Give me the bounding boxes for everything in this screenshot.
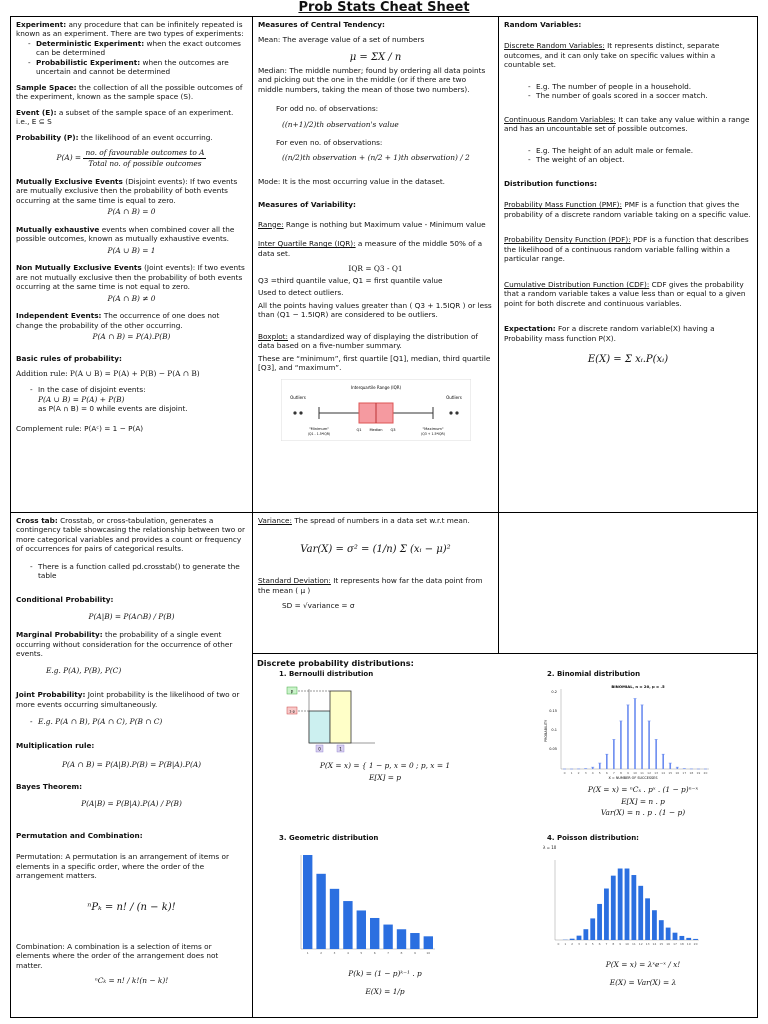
poisson-bar bbox=[570, 939, 575, 940]
binomial-x-tick: 9 bbox=[626, 771, 629, 776]
mutually-exhaustive-formula: P(A ∪ B) = 1 bbox=[107, 245, 156, 255]
expectation-formula: E(X) = Σ xᵢ.P(xᵢ) bbox=[587, 354, 669, 366]
expectation-heading: Expectation: bbox=[504, 324, 556, 334]
pdf-text: PDF is a function that describes the likelihood of a continuous random variable falling within a particular range. bbox=[504, 235, 749, 264]
bayes-theorem-heading: Bayes Theorem: bbox=[16, 781, 83, 791]
binomial-x-tick: 3 bbox=[584, 771, 587, 776]
odd-observations-text: For odd no. of observations: bbox=[276, 104, 379, 114]
random-variables-heading: Random Variables: bbox=[504, 20, 582, 29]
outlier-point bbox=[449, 411, 452, 414]
bernoulli-q-label: 1-p bbox=[289, 709, 295, 714]
bernoulli-x1-label: 1 bbox=[339, 746, 342, 752]
binomial-x-tick: 7 bbox=[612, 771, 615, 776]
poisson-bar bbox=[604, 889, 609, 940]
poisson-x-tick: 11 bbox=[631, 942, 636, 947]
geometric-bar bbox=[343, 901, 352, 949]
variance-heading: Variance: bbox=[258, 516, 292, 525]
mutually-exhaustive-text: events when combined cover all the possible outcomes, known as mutually exhaustive events. bbox=[16, 224, 235, 244]
geometric-title: 3. Geometric distribution bbox=[279, 834, 379, 842]
binomial-y-label: PROBABILITY bbox=[544, 720, 548, 743]
poisson-bar bbox=[652, 911, 657, 941]
binomial-x-tick: 12 bbox=[647, 771, 652, 776]
distribution-functions-heading: Distribution functions: bbox=[504, 178, 597, 188]
binomial-chart bbox=[543, 681, 713, 781]
bayes-theorem-formula: P(A|B) = P(B|A).P(A) / P(B) bbox=[81, 799, 182, 809]
poisson-x-tick: 13 bbox=[645, 942, 650, 947]
poisson-bar bbox=[577, 936, 582, 940]
poisson-x-tick: 1 bbox=[564, 942, 567, 947]
bernoulli-bar-1 bbox=[330, 691, 351, 743]
independent-heading: Independent Events: bbox=[16, 311, 102, 321]
geometric-bar bbox=[397, 929, 406, 949]
boxplot-min-label: "Minimum" bbox=[308, 426, 329, 431]
marginal-probability-example: E.g. P(A), P(B), P(C) bbox=[46, 666, 122, 676]
binomial-chart-title: BINOMIAL, n = 20, p = .5 bbox=[611, 684, 665, 690]
cdf-text: CDF gives the probability that a random variable takes a value less than or equal to a given point for both discrete and continuous variables. bbox=[504, 279, 746, 308]
binomial-x-tick: 15 bbox=[668, 771, 673, 776]
joint-probability-example: - E.g. P(A ∩ B), P(A ∩ C), P(B ∩ C) bbox=[30, 717, 247, 727]
non-mutually-exclusive-text: (Joint events): If two events are not mutually exclusive then the probability of both events occurring at the same time is not equal to zero. bbox=[16, 263, 245, 292]
experiment-text: any procedure that can be infinitely repeated is known as an experiment. There are two types of experiments: bbox=[16, 20, 244, 39]
poisson-x-tick: 4 bbox=[584, 942, 587, 947]
bernoulli-p-label: p bbox=[290, 688, 294, 694]
binomial-x-tick: 4 bbox=[591, 771, 594, 776]
binomial-x-tick: 18 bbox=[689, 771, 694, 776]
deterministic-text: when the exact outcomes can be determined bbox=[36, 38, 241, 58]
poisson-x-tick: 8 bbox=[612, 942, 615, 947]
boxplot-q1-label: Q1 bbox=[355, 427, 362, 432]
continuous-rv-text: It can take any value within a range and has an uncountable set of possible outcomes. bbox=[504, 114, 750, 134]
poisson-x-tick: 7 bbox=[605, 942, 608, 947]
poisson-x-tick: 12 bbox=[638, 942, 643, 947]
combination-formula: ⁿCₖ = n! / k!(n − k)! bbox=[94, 976, 169, 986]
independent-text: The occurrence of one does not change the probability of the other occurring. bbox=[16, 311, 220, 330]
probability-formula bbox=[16, 148, 247, 168]
variance-text: The spread of numbers in a data set w.r.t mean. bbox=[294, 516, 470, 525]
probability-numerator: no. of favourable outcomes to A bbox=[85, 148, 205, 158]
iqr-heading: Inter Quartile Range (IQR): bbox=[258, 239, 356, 249]
poisson-x-tick: 6 bbox=[598, 942, 601, 947]
discrete-rv-text: It represents distinct, separate outcomes, and it can only take on specific values within a countable set. bbox=[504, 41, 720, 70]
poisson-bar bbox=[673, 933, 678, 940]
sample-space-heading: Sample Space: bbox=[16, 82, 77, 92]
geometric-pmf-formula: P(k) = (1 − p)ᵏ⁻¹ . p bbox=[348, 969, 422, 979]
binomial-x-tick: 2 bbox=[577, 771, 580, 776]
poisson-bar bbox=[666, 928, 671, 940]
permutation-text: Permutation: A permutation is an arrangement of items or elements in a specific order, where the order of the arrangement matters. bbox=[16, 852, 229, 881]
independent-formula: P(A ∩ B) = P(A).P(B) bbox=[92, 332, 171, 342]
poisson-bar bbox=[659, 920, 664, 940]
std-dev-heading: Standard Deviation: bbox=[258, 576, 331, 586]
geometric-bar bbox=[410, 933, 419, 949]
poisson-bar bbox=[686, 938, 691, 940]
bernoulli-section bbox=[265, 668, 505, 784]
geometric-x-tick: 10 bbox=[426, 951, 431, 956]
geometric-x-tick: 6 bbox=[373, 951, 376, 956]
empty-panel bbox=[498, 512, 758, 654]
poisson-bar bbox=[583, 929, 588, 940]
binomial-y-tick: 0.1 bbox=[551, 728, 557, 733]
binomial-x-tick: 1 bbox=[570, 771, 573, 776]
poisson-pmf-formula: P(X = x) = λˣe⁻ˣ / x! bbox=[605, 960, 681, 970]
distributions-heading: Discrete probability distributions: bbox=[257, 658, 414, 668]
binomial-x-label: X = NUMBER OF SUCCESSES bbox=[608, 776, 658, 781]
iqr-text: a measure of the middle 50% of a data set. bbox=[258, 239, 483, 258]
cdf-heading: Cumulative Distribution Function (CDF): bbox=[504, 279, 650, 289]
binomial-title: 2. Binomial distribution bbox=[547, 670, 641, 678]
pdf-heading: Probability Density Function (PDF): bbox=[504, 235, 631, 245]
probabilistic-text: when the outcomes are uncertain and cannot be determined bbox=[36, 57, 229, 77]
poisson-bar bbox=[590, 919, 595, 941]
boxplot-text-2: These are “minimum”, first quartile [Q1], median, third quartile [Q3], and “maximum”. bbox=[258, 353, 491, 373]
poisson-bar bbox=[611, 876, 616, 940]
conditional-panel bbox=[10, 512, 253, 1018]
mode-text: Mode: It is the most occurring value in the dataset. bbox=[258, 176, 446, 186]
mutually-exhaustive-heading: Mutually exhaustive bbox=[16, 224, 100, 234]
joint-probability-text: Joint probability is the likelihood of two or more events occurring simultaneously. bbox=[16, 690, 240, 709]
multiplication-rule-heading: Multiplication rule: bbox=[16, 740, 95, 750]
continuous-rv-example-2: - The weight of an object. bbox=[528, 155, 752, 164]
std-dev-formula: SD = √variance = σ bbox=[282, 601, 355, 611]
boxplot-q3-label: Q3 bbox=[389, 427, 396, 432]
poisson-bar bbox=[631, 875, 636, 940]
geometric-bar bbox=[330, 889, 339, 949]
conditional-probability-formula: P(A|B) = P(A∩B) / P(B) bbox=[88, 612, 175, 622]
iqr-formula: IQR = Q3 - Q1 bbox=[348, 264, 403, 274]
boxplot-max-label: "Maximum" bbox=[421, 426, 444, 431]
poisson-chart bbox=[543, 850, 703, 950]
permutation-formula: ⁿPₖ = n! / (n − k)! bbox=[87, 901, 176, 913]
binomial-section bbox=[533, 668, 753, 820]
geometric-x-tick: 1 bbox=[306, 951, 309, 956]
permutation-combination-heading: Permutation and Combination: bbox=[16, 830, 143, 840]
poisson-section bbox=[533, 832, 753, 990]
crosstab-heading: Cross tab: bbox=[16, 516, 58, 525]
poisson-x-tick: 19 bbox=[686, 942, 691, 947]
bernoulli-x0-label: 0 bbox=[318, 746, 321, 752]
mutually-exclusive-formula: P(A ∩ B) = 0 bbox=[107, 207, 156, 217]
even-observations-text: For even no. of observations: bbox=[276, 137, 383, 147]
geometric-bar bbox=[316, 874, 325, 949]
binomial-x-tick: 0 bbox=[563, 771, 566, 776]
poisson-bar bbox=[638, 886, 643, 940]
bernoulli-title: 1. Bernoulli distribution bbox=[279, 670, 374, 678]
distributions-panel bbox=[252, 653, 758, 1018]
deterministic-heading: Deterministic Experiment: bbox=[36, 38, 145, 48]
binomial-expectation-formula: E[X] = n . p bbox=[621, 796, 665, 806]
bernoulli-pmf-formula: P(X = x) = { 1 − p, x = 0 ; p, x = 1 bbox=[319, 761, 451, 771]
poisson-x-tick: 14 bbox=[652, 942, 657, 947]
boxplot-diagram bbox=[281, 379, 471, 441]
geometric-bar bbox=[303, 855, 312, 949]
geometric-x-tick: 3 bbox=[333, 951, 336, 956]
poisson-bar bbox=[693, 939, 698, 940]
poisson-x-tick: 3 bbox=[578, 942, 580, 947]
geometric-bar bbox=[370, 918, 379, 949]
poisson-x-tick: 5 bbox=[591, 942, 594, 947]
boxplot-iqr-label: Interquartile Range (IQR) bbox=[350, 384, 401, 390]
binomial-x-tick: 11 bbox=[640, 771, 644, 776]
page-title: Prob Stats Cheat Sheet bbox=[298, 0, 470, 15]
poisson-x-tick: 10 bbox=[625, 942, 629, 947]
poisson-x-tick: 20 bbox=[693, 942, 698, 947]
poisson-x-tick: 16 bbox=[666, 942, 671, 947]
central-tendency-panel bbox=[252, 16, 499, 513]
poisson-x-tick: 0 bbox=[557, 942, 560, 947]
binomial-x-tick: 20 bbox=[703, 771, 708, 776]
boxplot-outliers-left-label: Outliers bbox=[289, 394, 306, 400]
binomial-x-tick: 13 bbox=[654, 771, 659, 776]
experiment-heading: Experiment: bbox=[16, 20, 67, 29]
boxplot-median-label: Median bbox=[368, 427, 383, 432]
discrete-rv-example-2: - The number of goals scored in a soccer match. bbox=[528, 91, 752, 100]
continuous-rv-example-1: - E.g. The height of an adult male or female. bbox=[528, 146, 752, 155]
geometric-x-tick: 2 bbox=[320, 951, 323, 956]
probability-heading: Probability (P): bbox=[16, 132, 79, 142]
outlier-rule-text: All the points having values greater than ( Q3 + 1.5IQR ) or less than (Q1 − 1.5IQR) are considered to be outliers. bbox=[258, 300, 492, 320]
geometric-bar bbox=[357, 911, 366, 950]
outlier-point bbox=[293, 411, 296, 414]
mutually-exclusive-heading: Mutually Exclusive Events bbox=[16, 176, 123, 186]
poisson-x-tick: 15 bbox=[659, 942, 664, 947]
binomial-x-tick: 16 bbox=[675, 771, 680, 776]
discrete-rv-heading: Discrete Random Variables: bbox=[504, 41, 605, 51]
poisson-expectation-formula: E(X) = Var(X) = λ bbox=[609, 977, 677, 987]
probabilistic-heading: Probabilistic Experiment: bbox=[36, 57, 141, 67]
marginal-probability-text: the probability of a single event occurring without consideration for the occurrence of other events. bbox=[16, 630, 233, 658]
outlier-text: Used to detect outliers. bbox=[258, 288, 344, 298]
crosstab-bullet: - There is a function called pd.crosstab() to generate the table bbox=[30, 562, 247, 581]
mutually-exclusive-text: (Disjoint events): If two events are mutually exclusive then the probability of both events occurring at the same time is equal to zero. bbox=[16, 176, 238, 205]
std-dev-text: It represents how far the data point from the mean ( μ ) bbox=[258, 576, 483, 595]
addition-rule: Addition rule: P(A ∪ B) = P(A) + P(B) − P(A ∩ B) bbox=[16, 369, 200, 379]
complement-rule: Complement rule: P(Aᶜ) = 1 − P(A) bbox=[16, 423, 144, 433]
geometric-x-tick: 5 bbox=[360, 951, 363, 956]
even-observations-formula: ((n/2)th observation + (n/2 + 1)th observation) / 2 bbox=[282, 153, 470, 163]
discrete-rv-example-1: - E.g. The number of people in a household. bbox=[528, 82, 752, 91]
binomial-x-tick: 8 bbox=[619, 771, 622, 776]
continuous-rv-heading: Continuous Random Variables: bbox=[504, 114, 616, 124]
probability-formula-lhs: P(A) = bbox=[56, 153, 82, 163]
non-mutually-exclusive-heading: Non Mutually Exclusive Events bbox=[16, 263, 142, 273]
odd-observations-formula: ((n+1)/2)th observation's value bbox=[282, 119, 399, 129]
geometric-x-tick: 7 bbox=[387, 951, 390, 956]
mean-text: Mean: The average value of a set of numbers bbox=[258, 35, 425, 45]
poisson-bar bbox=[645, 899, 650, 941]
expectation-text: For a discrete random variable(X) having a Probability mass function P(X). bbox=[504, 324, 715, 343]
disjoint-case-text: In the case of disjoint events: bbox=[38, 385, 146, 395]
boxplot-max-sub: (Q3 + 1.5*IQR) bbox=[420, 431, 445, 436]
binomial-x-tick: 5 bbox=[598, 771, 601, 776]
poisson-bar bbox=[679, 936, 684, 940]
basic-rules-heading: Basic rules of probability: bbox=[16, 353, 122, 363]
poisson-x-tick: 17 bbox=[673, 942, 677, 947]
poisson-bar bbox=[625, 869, 630, 940]
variance-panel bbox=[252, 512, 499, 654]
bernoulli-bar-0 bbox=[309, 711, 330, 743]
binomial-variance-formula: Var(X) = n . p . (1 − p) bbox=[600, 808, 686, 818]
variability-heading: Measures of Variability: bbox=[258, 200, 356, 210]
median-text: Median: The middle number; found by ordering all data points and picking out the one in the middle (or if there are two middle numbers, taking the mean of those two numbers). bbox=[258, 65, 486, 94]
range-text: Range is nothing but Maximum value - Minimum value bbox=[285, 219, 486, 229]
pmf-heading: Probability Mass Function (PMF): bbox=[504, 200, 622, 210]
sample-space-text: the collection of all the possible outcomes of the experiment, known as the sample space (S). bbox=[16, 82, 243, 102]
geometric-x-tick: 9 bbox=[413, 951, 416, 956]
mean-formula: μ = ΣX / n bbox=[349, 51, 402, 63]
poisson-x-tick: 18 bbox=[679, 942, 684, 947]
poisson-x-tick: 2 bbox=[571, 942, 574, 947]
binomial-y-tick: 0.2 bbox=[551, 690, 557, 695]
range-heading: Range: bbox=[258, 219, 284, 229]
boxplot-outliers-right-label: Outliers bbox=[445, 394, 462, 400]
disjoint-case-note: as P(A ∩ B) = 0 while events are disjoint. bbox=[38, 404, 188, 414]
bernoulli-chart bbox=[285, 681, 395, 753]
geometric-expectation-formula: E(X) = 1/p bbox=[365, 986, 405, 996]
probability-text: the likelihood of an event occurring. bbox=[80, 132, 213, 142]
disjoint-case-formula: P(A ∪ B) = P(A) + P(B) bbox=[38, 394, 125, 404]
geometric-bar bbox=[383, 925, 392, 949]
central-tendency-heading: Measures of Central Tendency: bbox=[258, 20, 385, 29]
pmf-text: PMF is a function that gives the probability of a discrete random variable taking on a specific value. bbox=[504, 200, 751, 219]
binomial-x-tick: 6 bbox=[605, 771, 608, 776]
crosstab-text: Crosstab, or cross-tabulation, generates a contingency table showcasing the relationship between two or more categorical variables and provides a count or frequency of occurrences for pairs of categorical results. bbox=[16, 516, 246, 554]
poisson-title: 4. Poisson distribution: bbox=[547, 834, 639, 842]
geometric-x-tick: 4 bbox=[346, 951, 349, 956]
event-text: a subset of the sample space of an experiment. i.e., E ⊆ S bbox=[16, 107, 234, 127]
boxplot-heading: Boxplot: bbox=[258, 331, 289, 341]
joint-probability-heading: Joint Probability: bbox=[16, 690, 86, 700]
outlier-point bbox=[299, 411, 302, 414]
poisson-bar bbox=[618, 869, 623, 940]
geometric-section bbox=[265, 832, 505, 998]
binomial-x-tick: 14 bbox=[661, 771, 666, 776]
multiplication-rule-formula: P(A ∩ B) = P(A|B).P(B) = P(B|A).P(A) bbox=[61, 760, 202, 770]
binomial-x-tick: 10 bbox=[633, 771, 637, 776]
combination-text: Combination: A combination is a selection of items or elements where the order of the arrangement does not matter. bbox=[16, 941, 219, 970]
variance-formula: Var(X) = σ² = (1/n) Σ (xᵢ − μ)² bbox=[300, 544, 451, 556]
geometric-x-tick: 8 bbox=[400, 951, 403, 956]
poisson-x-tick: 9 bbox=[619, 942, 622, 947]
binomial-y-tick: 0.05 bbox=[549, 747, 557, 752]
poisson-bar bbox=[597, 904, 602, 940]
poisson-lambda: λ = 10 bbox=[543, 845, 557, 851]
binomial-x-tick: 17 bbox=[682, 771, 687, 776]
quantile-text: Q3 =third quantile value, Q1 = first quantile value bbox=[258, 275, 443, 285]
outlier-point bbox=[455, 411, 458, 414]
random-variables-panel bbox=[498, 16, 758, 513]
marginal-probability-heading: Marginal Probability: bbox=[16, 630, 103, 640]
boxplot-text: a standardized way of displaying the distribution of data based on a five-number summary. bbox=[258, 331, 478, 351]
basics-panel bbox=[10, 16, 253, 513]
probability-denominator: Total no. of possible outcomes bbox=[88, 158, 202, 168]
binomial-y-tick: 0.15 bbox=[549, 709, 557, 714]
conditional-probability-heading: Conditional Probability: bbox=[16, 594, 114, 604]
boxplot-min-sub: (Q1 - 1.5*IQR) bbox=[307, 431, 330, 436]
geometric-chart bbox=[289, 849, 439, 959]
non-mutually-exclusive-formula: P(A ∩ B) ≠ 0 bbox=[107, 293, 156, 303]
geometric-bar bbox=[424, 936, 433, 949]
binomial-x-tick: 19 bbox=[696, 771, 701, 776]
bernoulli-expectation-formula: E[X] = p bbox=[368, 772, 402, 782]
binomial-pmf-formula: P(X = x) = ⁿCₓ . pˣ . (1 − p)ⁿ⁻ˣ bbox=[587, 785, 699, 795]
event-heading: Event (E): bbox=[16, 107, 57, 117]
